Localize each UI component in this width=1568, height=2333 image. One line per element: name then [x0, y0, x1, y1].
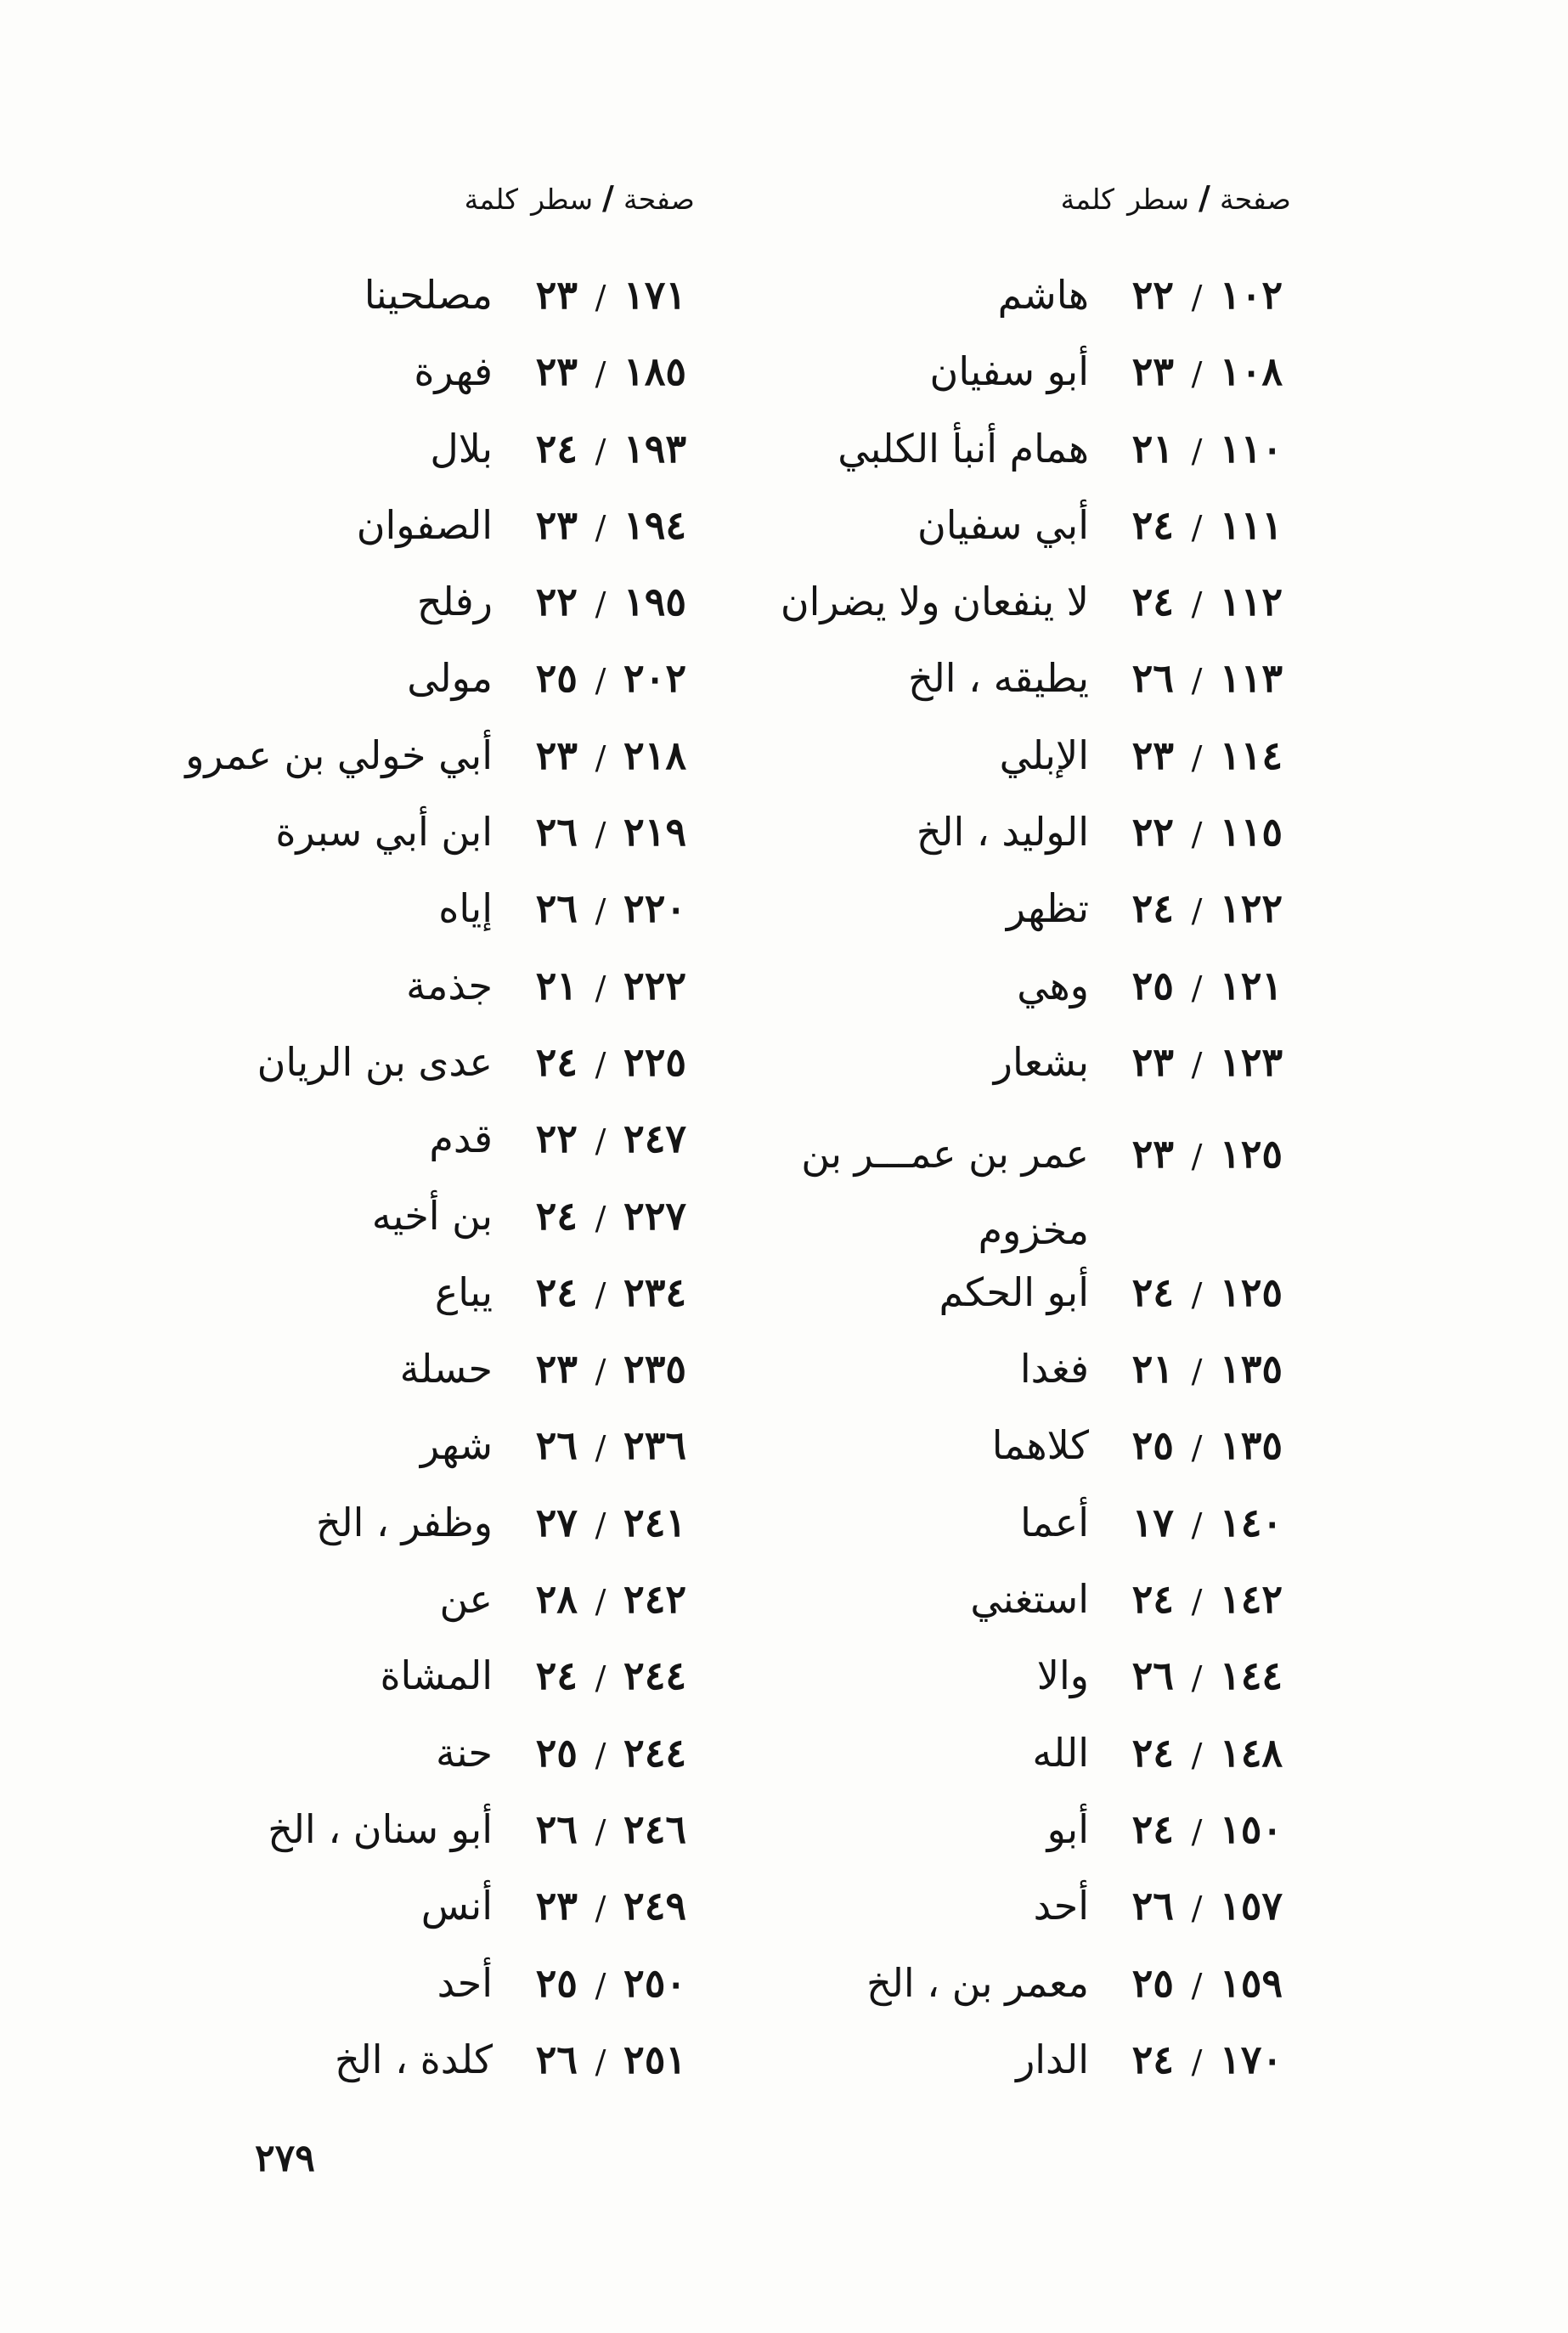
- word-cell: أبو سنان ، الخ: [268, 1805, 493, 1852]
- page-number-cell: ٢٢٧: [623, 1192, 687, 1239]
- word-cell: وهي: [1017, 962, 1089, 1008]
- errata-row: [54, 1652, 717, 1729]
- word-cell: كلاهما: [991, 1422, 1089, 1469]
- line-number-cell: ٢٤: [1131, 885, 1174, 932]
- line-number-cell: ٢١: [535, 962, 578, 1008]
- slash-separator: /: [595, 279, 606, 316]
- line-number-cell: ٢٨: [535, 1576, 578, 1623]
- page-number-cell: ٢٣٥: [623, 1346, 687, 1392]
- page-number-cell: ١٧١: [623, 272, 687, 318]
- line-number-cell: ٢٣: [535, 272, 578, 318]
- header-slash: /: [1199, 178, 1210, 217]
- line-number-cell: ٢٢: [1131, 272, 1174, 318]
- word-cell: بلال: [430, 425, 493, 472]
- slash-separator: /: [595, 432, 606, 470]
- line-number-cell: ٢٤: [1131, 1576, 1174, 1623]
- line-number-cell: ٢٢: [535, 1116, 578, 1162]
- slash-separator: /: [1191, 508, 1203, 546]
- errata-row: [54, 1500, 717, 1576]
- word-cell: أحد: [1033, 1883, 1089, 1929]
- word-cell: عن: [439, 1576, 493, 1623]
- errata-row: [54, 1422, 717, 1499]
- word-cell: الدار: [1016, 2036, 1089, 2082]
- page-number-cell: ١١٤: [1220, 732, 1283, 778]
- line-number-cell: ٢٦: [1131, 655, 1174, 702]
- word-cell: أعما: [1020, 1499, 1089, 1545]
- line-number-cell: ٢٢: [535, 579, 578, 625]
- word-cell: أبي سفيان: [917, 501, 1089, 548]
- page-number-cell: ١٧٠: [1220, 2036, 1283, 2082]
- errata-row: [54, 1806, 717, 1883]
- errata-row: [702, 1576, 1313, 1652]
- line-number-cell: ٢٤: [535, 1652, 578, 1699]
- header-word-label: كلمة: [464, 183, 518, 216]
- page-number-cell: ١٥٩: [1220, 1959, 1283, 2006]
- slash-separator: /: [1191, 355, 1203, 393]
- errata-row: [702, 732, 1313, 809]
- page-number-cell: ١٢٥: [1220, 1131, 1283, 1178]
- slash-separator: /: [1191, 738, 1203, 777]
- column-header-right: [702, 178, 1313, 246]
- page-number-cell: ٢٤٩: [623, 1883, 687, 1929]
- errata-row: [54, 348, 717, 425]
- errata-row: [702, 502, 1313, 579]
- line-number-cell: ٢٤: [1131, 1729, 1174, 1776]
- errata-row: [54, 502, 717, 579]
- errata-row: [54, 1116, 717, 1192]
- slash-separator: /: [595, 1275, 606, 1313]
- slash-separator: /: [1191, 969, 1203, 1007]
- errata-row: [54, 1193, 717, 1269]
- line-number-cell: ٢٤: [535, 1268, 578, 1315]
- errata-row: [702, 579, 1313, 655]
- word-cell: الوليد ، الخ: [916, 809, 1089, 856]
- errata-row: [702, 348, 1313, 425]
- line-number-cell: ٢٢: [1131, 809, 1174, 856]
- line-number-cell: ٢٥: [535, 655, 578, 702]
- slash-separator: /: [595, 1890, 606, 1928]
- header-page-label: صفحة: [1220, 183, 1291, 216]
- header-page-label: صفحة: [623, 183, 695, 216]
- slash-separator: /: [1191, 1138, 1203, 1176]
- errata-row: [54, 963, 717, 1039]
- errata-row: [702, 655, 1313, 732]
- errata-row: [702, 2036, 1313, 2113]
- errata-row: [54, 885, 717, 962]
- line-number-cell: ٢٤: [1131, 1805, 1174, 1852]
- slash-separator: /: [1191, 892, 1203, 930]
- page-number-cell: ٢٥٠: [623, 1959, 687, 2006]
- slash-separator: /: [595, 662, 606, 700]
- line-number-cell: ٢٤: [1131, 579, 1174, 625]
- page-number-cell: ١١٢: [1220, 579, 1283, 625]
- page-number-cell: ١٤٨: [1220, 1729, 1283, 1776]
- word-cell: مولى: [407, 655, 493, 702]
- slash-separator: /: [1191, 1890, 1203, 1928]
- errata-row: [702, 272, 1313, 348]
- page-number-cell: ١١١: [1220, 501, 1283, 548]
- slash-separator: /: [595, 1505, 606, 1544]
- slash-separator: /: [595, 1659, 606, 1697]
- rows-left: [54, 272, 717, 2113]
- page-number-cell: ٢٣٦: [623, 1422, 687, 1469]
- page-number-cell: ٢٤٤: [623, 1652, 687, 1699]
- word-cell: أبو: [1046, 1805, 1089, 1852]
- page-number-cell: ١٤٢: [1220, 1576, 1283, 1623]
- word-cell: عمر بن عمـــر بن مخزوم: [801, 1131, 1089, 1254]
- word-cell: إياه: [438, 885, 493, 932]
- errata-row: [702, 1269, 1313, 1346]
- slash-separator: /: [595, 1966, 606, 2004]
- slash-separator: /: [1191, 1045, 1203, 1083]
- word-cell: بن أخيه: [371, 1192, 493, 1239]
- word-cell: لا ينفعان ولا يضران: [780, 579, 1089, 625]
- slash-separator: /: [1191, 1429, 1203, 1467]
- errata-row: [702, 1346, 1313, 1422]
- page-number-cell: ١٠٨: [1220, 348, 1283, 395]
- page-number-cell: ١٤٤: [1220, 1652, 1283, 1699]
- word-cell: همام أنبأ الكلبي: [838, 425, 1089, 472]
- errata-row: [702, 1806, 1313, 1883]
- line-number-cell: ٢٣: [535, 732, 578, 778]
- slash-separator: /: [595, 969, 606, 1007]
- page-number-cell: ٢١٨: [623, 732, 687, 778]
- slash-separator: /: [1191, 1736, 1203, 1774]
- word-cell: الله: [1032, 1729, 1089, 1776]
- page-number-cell: ١٩٥: [623, 579, 687, 625]
- page-number-cell: ١١٥: [1220, 809, 1283, 856]
- page-number: ٢٧٩: [255, 2137, 315, 2180]
- slash-separator: /: [1191, 279, 1203, 316]
- line-number-cell: ٢٣: [1131, 1131, 1174, 1178]
- line-number-cell: ٢٦: [1131, 1883, 1174, 1929]
- errata-row: [54, 426, 717, 502]
- word-cell: تظهر: [1006, 885, 1089, 932]
- word-cell: فهرة: [414, 348, 493, 395]
- slash-separator: /: [1191, 1583, 1203, 1621]
- errata-row: [702, 1652, 1313, 1729]
- word-cell: فغدا: [1019, 1346, 1089, 1392]
- errata-row: [54, 655, 717, 732]
- line-number-cell: ٢٣: [535, 348, 578, 395]
- word-cell: الإبلي: [999, 732, 1089, 778]
- header-slash: /: [602, 178, 614, 217]
- line-number-cell: ٢١: [1131, 1346, 1174, 1392]
- line-number-cell: ٢٥: [1131, 1422, 1174, 1469]
- errata-row: [54, 1960, 717, 2036]
- line-number-cell: ٢٥: [1131, 962, 1174, 1008]
- slash-separator: /: [1191, 1275, 1203, 1313]
- slash-separator: /: [1191, 662, 1203, 700]
- page-number-cell: ١٩٣: [623, 425, 687, 472]
- errata-column-left: [54, 178, 717, 2113]
- errata-row: [702, 885, 1313, 962]
- word-cell: والا: [1036, 1652, 1089, 1699]
- slash-separator: /: [595, 1122, 606, 1161]
- line-number-cell: ٢٤: [1131, 501, 1174, 548]
- word-cell: شهر: [420, 1422, 493, 1469]
- errata-row: [702, 426, 1313, 502]
- word-cell: ابن أبي سبرة: [275, 809, 493, 856]
- slash-separator: /: [1191, 2042, 1203, 2081]
- slash-separator: /: [595, 1353, 606, 1391]
- line-number-cell: ٢٤: [535, 1192, 578, 1239]
- errata-row: [54, 1730, 717, 1806]
- header-line-label: سطر: [531, 183, 593, 216]
- page-number-cell: ١٥٧: [1220, 1883, 1283, 1929]
- page-number-cell: ١٢٣: [1220, 1038, 1283, 1085]
- line-number-cell: ٢٤: [1131, 2036, 1174, 2082]
- page-number-cell: ١٥٠: [1220, 1805, 1283, 1852]
- page-number-cell: ١٠٢: [1220, 272, 1283, 318]
- slash-separator: /: [1191, 1966, 1203, 2004]
- word-cell: بشعار: [993, 1038, 1089, 1085]
- slash-separator: /: [595, 2042, 606, 2081]
- slash-separator: /: [1191, 1659, 1203, 1697]
- word-cell: جذمة: [406, 962, 493, 1008]
- page-number-cell: ١٤٠: [1220, 1499, 1283, 1545]
- line-number-cell: ٢٤: [1131, 1268, 1174, 1315]
- word-cell: المشاة: [380, 1652, 493, 1699]
- errata-row: [54, 809, 717, 885]
- slash-separator: /: [595, 1583, 606, 1621]
- page-number-cell: ٢٤٦: [623, 1805, 687, 1852]
- page-number-cell: ٢٣٤: [623, 1268, 687, 1315]
- slash-separator: /: [595, 816, 606, 854]
- page-number-cell: ٢٤٧: [623, 1116, 687, 1162]
- errata-row: [54, 2036, 717, 2113]
- column-header-left: [54, 178, 717, 246]
- line-number-cell: ٢٧: [535, 1499, 578, 1545]
- word-cell: الصفوان: [356, 501, 493, 548]
- slash-separator: /: [595, 585, 606, 624]
- errata-row: [702, 1883, 1313, 1959]
- word-cell: حنة: [436, 1729, 493, 1776]
- line-number-cell: ٢٣: [535, 1346, 578, 1392]
- slash-separator: /: [595, 738, 606, 777]
- word-cell: وظفر ، الخ: [315, 1499, 493, 1545]
- word-cell: كلدة ، الخ: [335, 2036, 493, 2082]
- line-number-cell: ٢٦: [535, 885, 578, 932]
- slash-separator: /: [595, 508, 606, 546]
- page-number-cell: ٢٤١: [623, 1499, 687, 1545]
- errata-row: [702, 1500, 1313, 1576]
- line-number-cell: ٢٦: [535, 809, 578, 856]
- page-number-cell: ١٣٥: [1220, 1346, 1283, 1392]
- page-number-cell: ١١٠: [1220, 425, 1283, 472]
- page-number-cell: ٢٠٢: [623, 655, 687, 702]
- line-number-cell: ٢٤: [535, 425, 578, 472]
- slash-separator: /: [595, 1736, 606, 1774]
- line-number-cell: ٢٣: [1131, 348, 1174, 395]
- word-cell: قدم: [429, 1116, 493, 1162]
- word-cell: معمر بن ، الخ: [866, 1959, 1089, 2006]
- page-number-cell: ١٢١: [1220, 962, 1283, 1008]
- word-cell: رفلح: [416, 579, 493, 625]
- word-cell: أحد: [437, 1959, 493, 2006]
- word-cell: هاشم: [997, 272, 1089, 318]
- page-number-cell: ٢٢٠: [623, 885, 687, 932]
- word-cell: عدى بن الريان: [257, 1038, 493, 1085]
- line-number-cell: ٢٣: [535, 501, 578, 548]
- slash-separator: /: [1191, 1812, 1203, 1850]
- word-cell: يطيقه ، الخ: [908, 655, 1089, 702]
- line-number-cell: ٢٣: [535, 1883, 578, 1929]
- word-cell: حسلة: [399, 1346, 493, 1392]
- line-number-cell: ٢٣: [1131, 1038, 1174, 1085]
- page-number-cell: ١٢٥: [1220, 1268, 1283, 1315]
- line-number-cell: ٢٦: [1131, 1652, 1174, 1699]
- errata-row: [54, 732, 717, 809]
- slash-separator: /: [1191, 432, 1203, 470]
- slash-separator: /: [595, 1199, 606, 1237]
- line-number-cell: ٢٦: [535, 2036, 578, 2082]
- errata-row: [702, 1116, 1313, 1269]
- page-number-cell: ١١٣: [1220, 655, 1283, 702]
- line-number-cell: ١٧: [1131, 1499, 1174, 1545]
- errata-column-right: [702, 178, 1313, 2113]
- errata-row: [702, 963, 1313, 1039]
- word-cell: أبو الحكم: [939, 1268, 1089, 1315]
- slash-separator: /: [1191, 816, 1203, 854]
- slash-separator: /: [1191, 585, 1203, 624]
- line-number-cell: ٢٤: [535, 1038, 578, 1085]
- page-number-cell: ١٢٢: [1220, 885, 1283, 932]
- page-number-cell: ٢٤٤: [623, 1729, 687, 1776]
- errata-row: [54, 579, 717, 655]
- errata-row: [702, 1039, 1313, 1116]
- errata-row: [54, 1883, 717, 1959]
- slash-separator: /: [595, 1429, 606, 1467]
- errata-row: [54, 1346, 717, 1422]
- page-number-cell: ١٩٤: [623, 501, 687, 548]
- line-number-cell: ٢٥: [535, 1729, 578, 1776]
- line-number-cell: ٢٦: [535, 1805, 578, 1852]
- line-number-cell: ٢٥: [535, 1959, 578, 2006]
- errata-row: [702, 809, 1313, 885]
- word-cell: مصلحينا: [364, 272, 493, 318]
- word-cell: أبي خولي بن عمرو: [185, 732, 493, 778]
- line-number-cell: ٢١: [1131, 425, 1174, 472]
- slash-separator: /: [595, 1812, 606, 1850]
- line-number-cell: ٢٣: [1131, 732, 1174, 778]
- rows-right: [702, 272, 1313, 2113]
- errata-row: [702, 1960, 1313, 2036]
- slash-separator: /: [1191, 1353, 1203, 1391]
- slash-separator: /: [595, 892, 606, 930]
- slash-separator: /: [1191, 1505, 1203, 1544]
- header-word-label: كلمة: [1060, 183, 1114, 216]
- slash-separator: /: [595, 355, 606, 393]
- page-number-cell: ١٣٥: [1220, 1422, 1283, 1469]
- page-number-cell: ٢٢٢: [623, 962, 687, 1008]
- page-number-cell: ٢١٩: [623, 809, 687, 856]
- errata-row: [702, 1422, 1313, 1499]
- errata-row: [54, 1576, 717, 1652]
- slash-separator: /: [595, 1045, 606, 1083]
- errata-row: [702, 1730, 1313, 1806]
- page-number-cell: ٢٤٢: [623, 1576, 687, 1623]
- word-cell: يباع: [434, 1268, 493, 1315]
- errata-row: [54, 1039, 717, 1116]
- page-number-cell: ١٨٥: [623, 348, 687, 395]
- header-line-label: سطر: [1127, 183, 1189, 216]
- line-number-cell: ٢٥: [1131, 1959, 1174, 2006]
- errata-row: [54, 1269, 717, 1346]
- word-cell: استغني: [970, 1576, 1089, 1623]
- word-cell: أبو سفيان: [929, 348, 1089, 395]
- errata-row: [54, 272, 717, 348]
- page-number-cell: ٢٥١: [623, 2036, 687, 2082]
- page-number-cell: ٢٢٥: [623, 1038, 687, 1085]
- line-number-cell: ٢٦: [535, 1422, 578, 1469]
- word-cell: أنس: [420, 1883, 493, 1929]
